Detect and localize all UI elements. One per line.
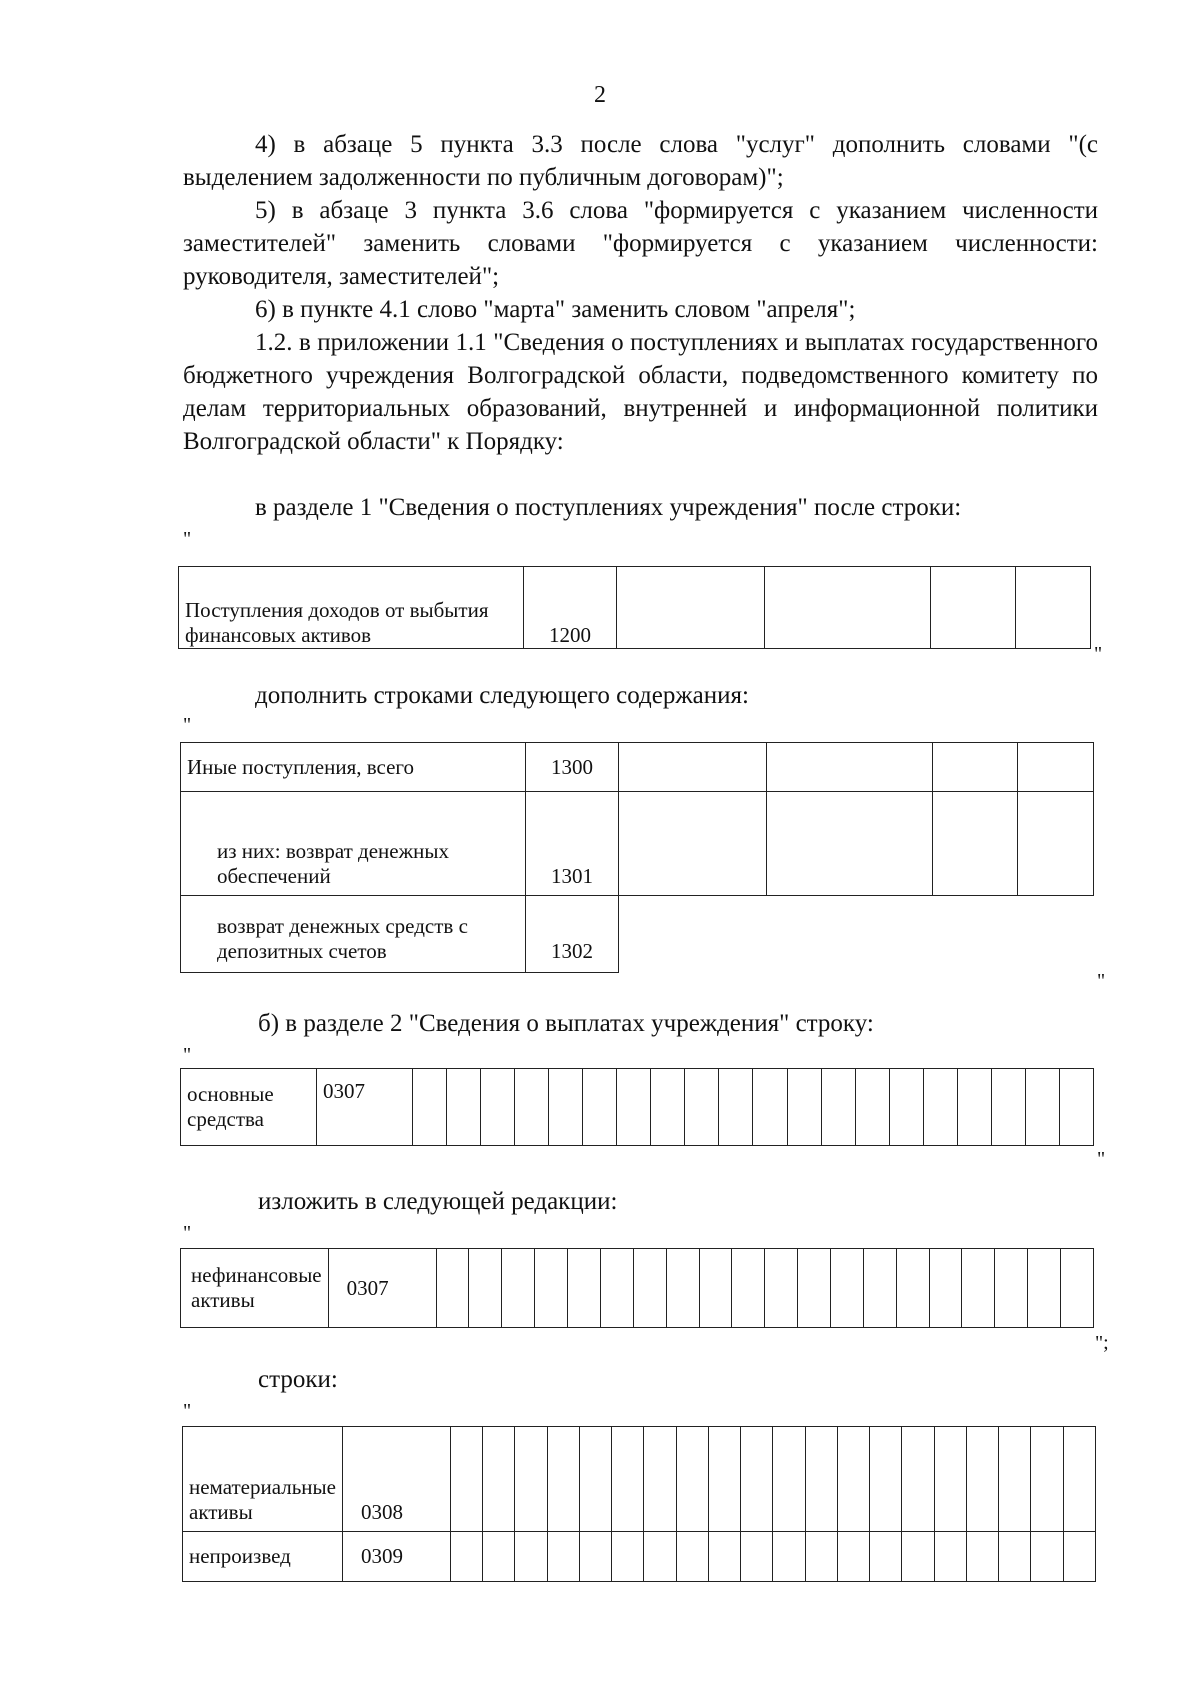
- empty-cell: [765, 567, 931, 649]
- paragraph-item-1-2: 1.2. в приложении 1.1 "Сведения о поступлениях и выплатах государственного бюджетного учреждения Волгоградской области, подведомственного комитету по делам территориальных образований, внутренней и информационной политики Волгоградской области" к Порядку:: [183, 329, 1098, 455]
- payments-table-original-row: [180, 1068, 1094, 1146]
- paragraph-item-5: 5) в абзаце 3 пункта 3.6 слова "формируется с указанием численности заместителей" заменить словами "формируется с указанием численности: руководителя, заместителей";: [183, 197, 1098, 290]
- row-code-cell: 0309: [342, 1532, 450, 1582]
- paragraph-supplement: дополнить строками следующего содержания:: [255, 682, 749, 709]
- income-table-new-rows: [180, 742, 1094, 973]
- empty-cell: [933, 792, 1018, 896]
- quote-open-mark: ": [183, 1044, 192, 1066]
- row-code-cell: 0308: [342, 1427, 450, 1532]
- empty-cell: [767, 792, 933, 896]
- table-row: [181, 792, 1094, 896]
- empty-cell: [931, 567, 1016, 649]
- row-name-cell: Иные поступления, всего: [181, 743, 526, 792]
- quote-open-mark: ": [183, 714, 192, 736]
- table-row: [181, 743, 1094, 792]
- page-number: 2: [594, 82, 606, 108]
- empty-cell: [767, 743, 933, 792]
- empty-cell: [1018, 792, 1094, 896]
- row-name-cell: нематериальные активы: [183, 1427, 343, 1532]
- quote-close-mark: ": [1097, 1148, 1106, 1170]
- paragraph-rows: строки:: [258, 1366, 338, 1393]
- paragraph-item-4: 4) в абзаце 5 пункта 3.3 после слова "услуг" дополнить словами "(с выделением задолженности по публичным договорам)";: [183, 131, 1098, 191]
- empty-cell: [619, 792, 767, 896]
- table-row: [183, 1532, 1096, 1582]
- row-code-cell: 1200: [524, 567, 617, 649]
- quote-open-mark: ": [183, 528, 192, 550]
- payments-table-revised-row: [180, 1248, 1094, 1328]
- row-code-cell: 1301: [526, 792, 619, 896]
- row-name-cell: непроизвед: [183, 1532, 343, 1582]
- row-name-cell: из них: возврат денежных обеспечений: [181, 792, 526, 896]
- table-row: [181, 1249, 1094, 1328]
- table-row: [183, 1427, 1096, 1532]
- empty-cell: [619, 743, 767, 792]
- row-code-cell: 0307: [317, 1069, 413, 1146]
- row-code-cell: 1302: [526, 896, 619, 973]
- row-code-cell: 1300: [526, 743, 619, 792]
- payments-table-rows: [182, 1426, 1096, 1582]
- paragraph-revise: изложить в следующей редакции:: [258, 1188, 618, 1215]
- quote-close-mark: ": [1094, 643, 1103, 665]
- paragraph-section-2: б) в разделе 2 "Сведения о выплатах учреждения" строку:: [258, 1010, 874, 1037]
- table-row: [179, 567, 1091, 649]
- table-row: [181, 896, 1094, 973]
- quote-open-mark: ": [183, 1400, 192, 1422]
- empty-cell: [1016, 567, 1091, 649]
- income-table-original-row: [178, 566, 1091, 649]
- empty-cell: [617, 567, 765, 649]
- table-row: [181, 1069, 1094, 1146]
- row-name-cell: основные средства: [181, 1069, 317, 1146]
- empty-cell: [933, 743, 1018, 792]
- quote-open-mark: ": [183, 1222, 192, 1244]
- row-name-cell: Поступления доходов от выбытия финансовых активов: [179, 567, 524, 649]
- empty-cell: [1018, 743, 1094, 792]
- paragraph-section-1: в разделе 1 "Сведения о поступлениях учреждения" после строки:: [255, 494, 962, 521]
- quote-close-mark: ": [1097, 970, 1106, 992]
- row-code-cell: 0307: [328, 1249, 436, 1328]
- paragraph-item-6: 6) в пункте 4.1 слово "марта" заменить словом "апреля";: [255, 296, 856, 323]
- row-name-cell: нефинансовые активы: [181, 1249, 329, 1328]
- quote-close-semicolon-mark: ";: [1095, 1332, 1109, 1354]
- row-name-cell: возврат денежных средств с депозитных счетов: [181, 896, 526, 973]
